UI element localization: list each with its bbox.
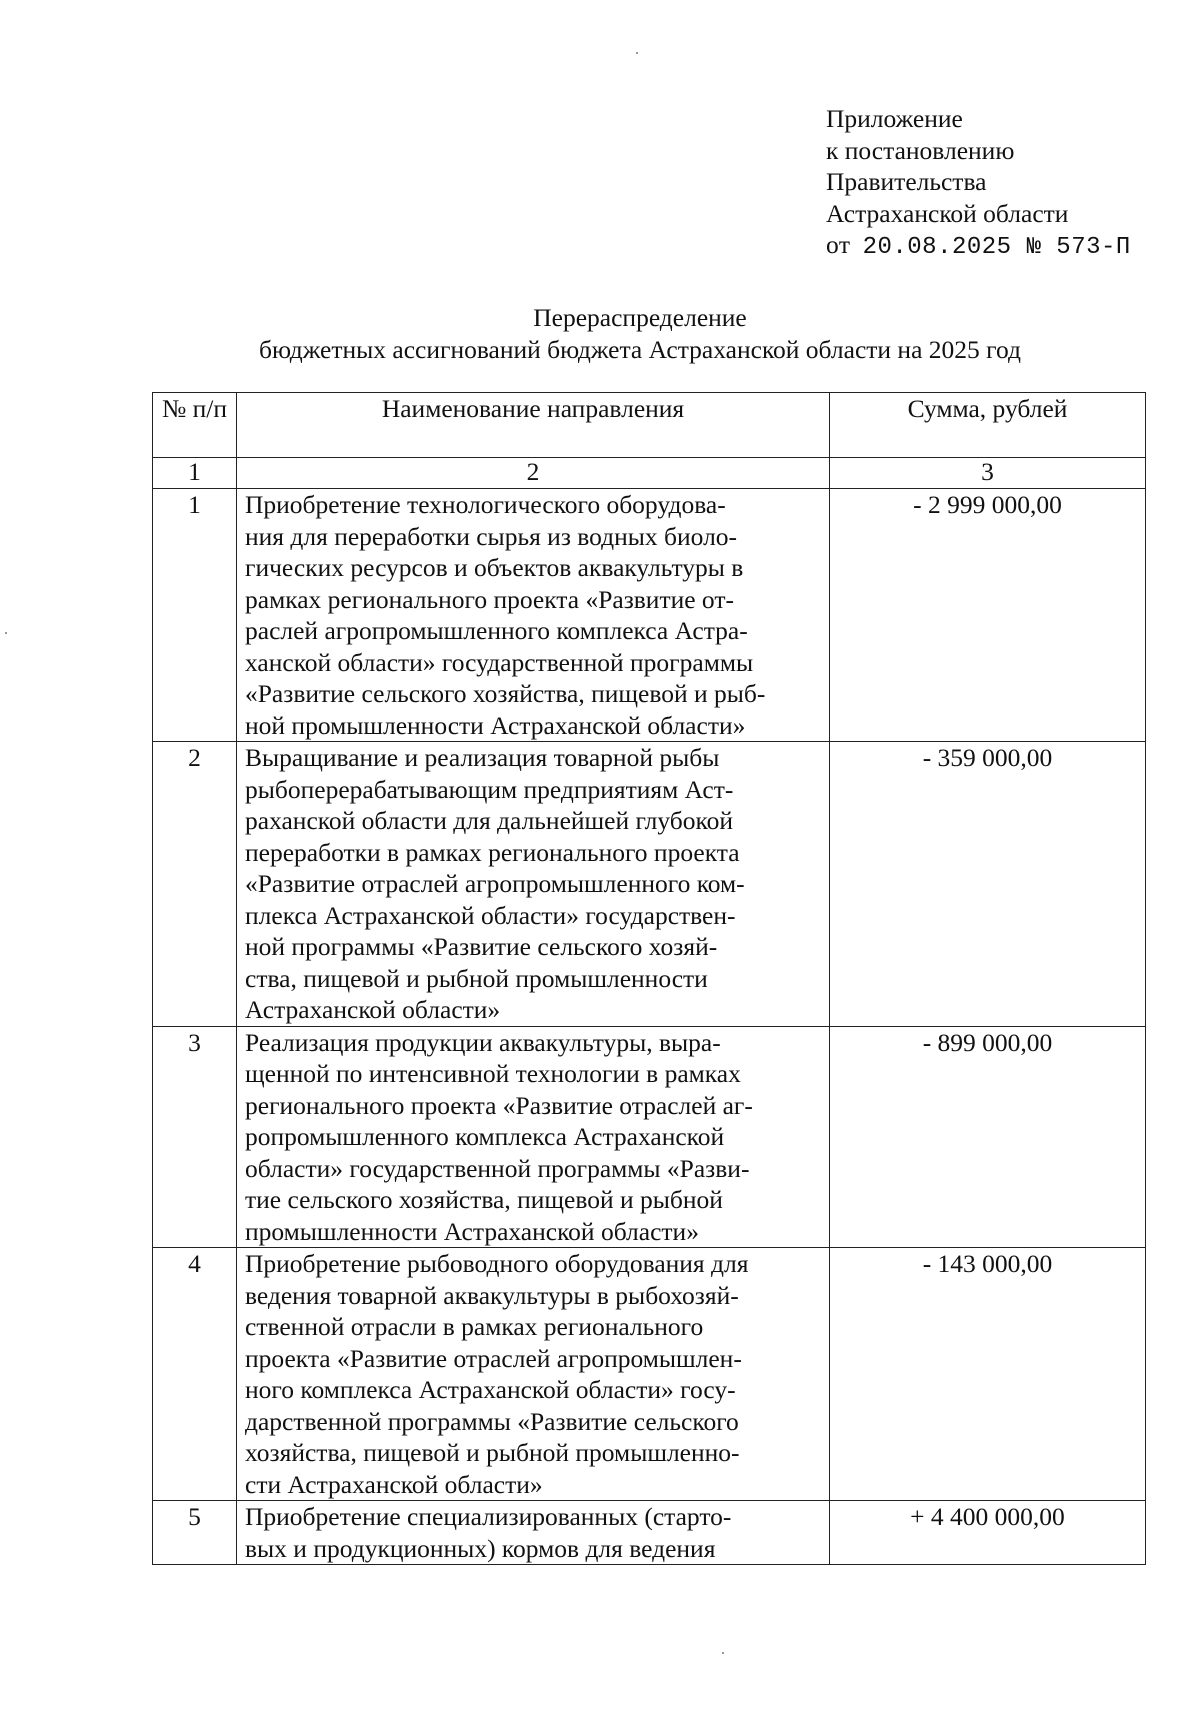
row-number: 3 xyxy=(153,1026,237,1248)
appendix-block xyxy=(826,103,1131,264)
row-number: 5 xyxy=(153,1501,237,1565)
appendix-line: Приложение xyxy=(826,104,963,133)
row-description: Приобретение технологического оборудова- ния для переработки сырья из водных биоло- гических ресурсов и объектов аквакультуры в рамках регионального проекта «Развитие от- раслей агропромышленного комплекса Астра- ханской области» государственной программы «Развитие сельского хозяйства, пищевой и рыб- ной промышленности Астраханской области» xyxy=(237,489,830,742)
date-prefix: от xyxy=(826,230,851,259)
scan-speck xyxy=(722,1652,724,1654)
appendix-line: Астраханской области xyxy=(826,198,1069,228)
header-name: Наименование направления xyxy=(237,393,830,458)
row-number: 2 xyxy=(153,742,237,1027)
appendix-line: Правительства xyxy=(826,167,987,196)
date-stamp: 20.08.2025 № 573-П xyxy=(862,234,1131,261)
row-amount: + 4 400 000,00 xyxy=(830,1501,1146,1565)
column-number: 2 xyxy=(237,458,830,489)
row-amount: - 359 000,00 xyxy=(830,742,1146,1027)
header-num: № п/п xyxy=(153,393,237,458)
table-row xyxy=(153,1501,1146,1565)
appendix-line: к постановлению xyxy=(826,135,1015,165)
scan-speck xyxy=(636,52,638,54)
row-amount: - 2 999 000,00 xyxy=(830,489,1146,742)
row-description: Реализация продукции аквакультуры, выра- щенной по интенсивной технологии в рамках регионального проекта «Развитие отраслей аг- ропромышленного комплекса Астраханской области» государственной программы «Разви- тие сельского хозяйства, пищевой и рыбной промышленности Астраханской области» xyxy=(237,1026,830,1248)
row-description: Выращивание и реализация товарной рыбы рыбоперерабатывающим предприятиям Аст- раханской области для дальнейшей глубокой переработки в рамках регионального проекта «Развитие отраслей агропромышленного ком- плекса Астраханской области» государствен- ной программы «Развитие сельского хозяй- ства, пищевой и рыбной промышленности Астраханской области» xyxy=(237,742,830,1027)
header-sum: Сумма, рублей xyxy=(830,393,1146,458)
scan-speck xyxy=(5,632,7,634)
title-line-1: Перераспределение xyxy=(533,303,747,332)
column-number-row xyxy=(153,458,1146,489)
table-row xyxy=(153,489,1146,742)
row-description: Приобретение рыбоводного оборудования для ведения товарной аквакультуры в рыбохозяй- ственной отрасли в рамках регионального проекта «Развитие отраслей агропромышлен- ного комплекса Астраханской области» госу- дарственной программы «Развитие сельского хозяйства, пищевой и рыбной промышленно- сти Астраханской области» xyxy=(237,1248,830,1501)
table-header-row xyxy=(153,393,1146,458)
row-number: 1 xyxy=(153,489,237,742)
table-row xyxy=(153,742,1146,1027)
row-number: 4 xyxy=(153,1248,237,1501)
document-title xyxy=(150,302,1130,366)
table-row xyxy=(153,1026,1146,1248)
title-line-2: бюджетных ассигнований бюджета Астраханской области на 2025 год xyxy=(259,335,1021,364)
column-number: 3 xyxy=(830,458,1146,489)
row-amount: - 899 000,00 xyxy=(830,1026,1146,1248)
appendix-date-line xyxy=(826,229,1131,264)
column-number: 1 xyxy=(153,458,237,489)
allocation-table xyxy=(152,392,1146,1565)
row-description: Приобретение специализированных (старто- вых и продукционных) кормов для ведения xyxy=(237,1501,830,1565)
row-amount: - 143 000,00 xyxy=(830,1248,1146,1501)
table-row xyxy=(153,1248,1146,1501)
